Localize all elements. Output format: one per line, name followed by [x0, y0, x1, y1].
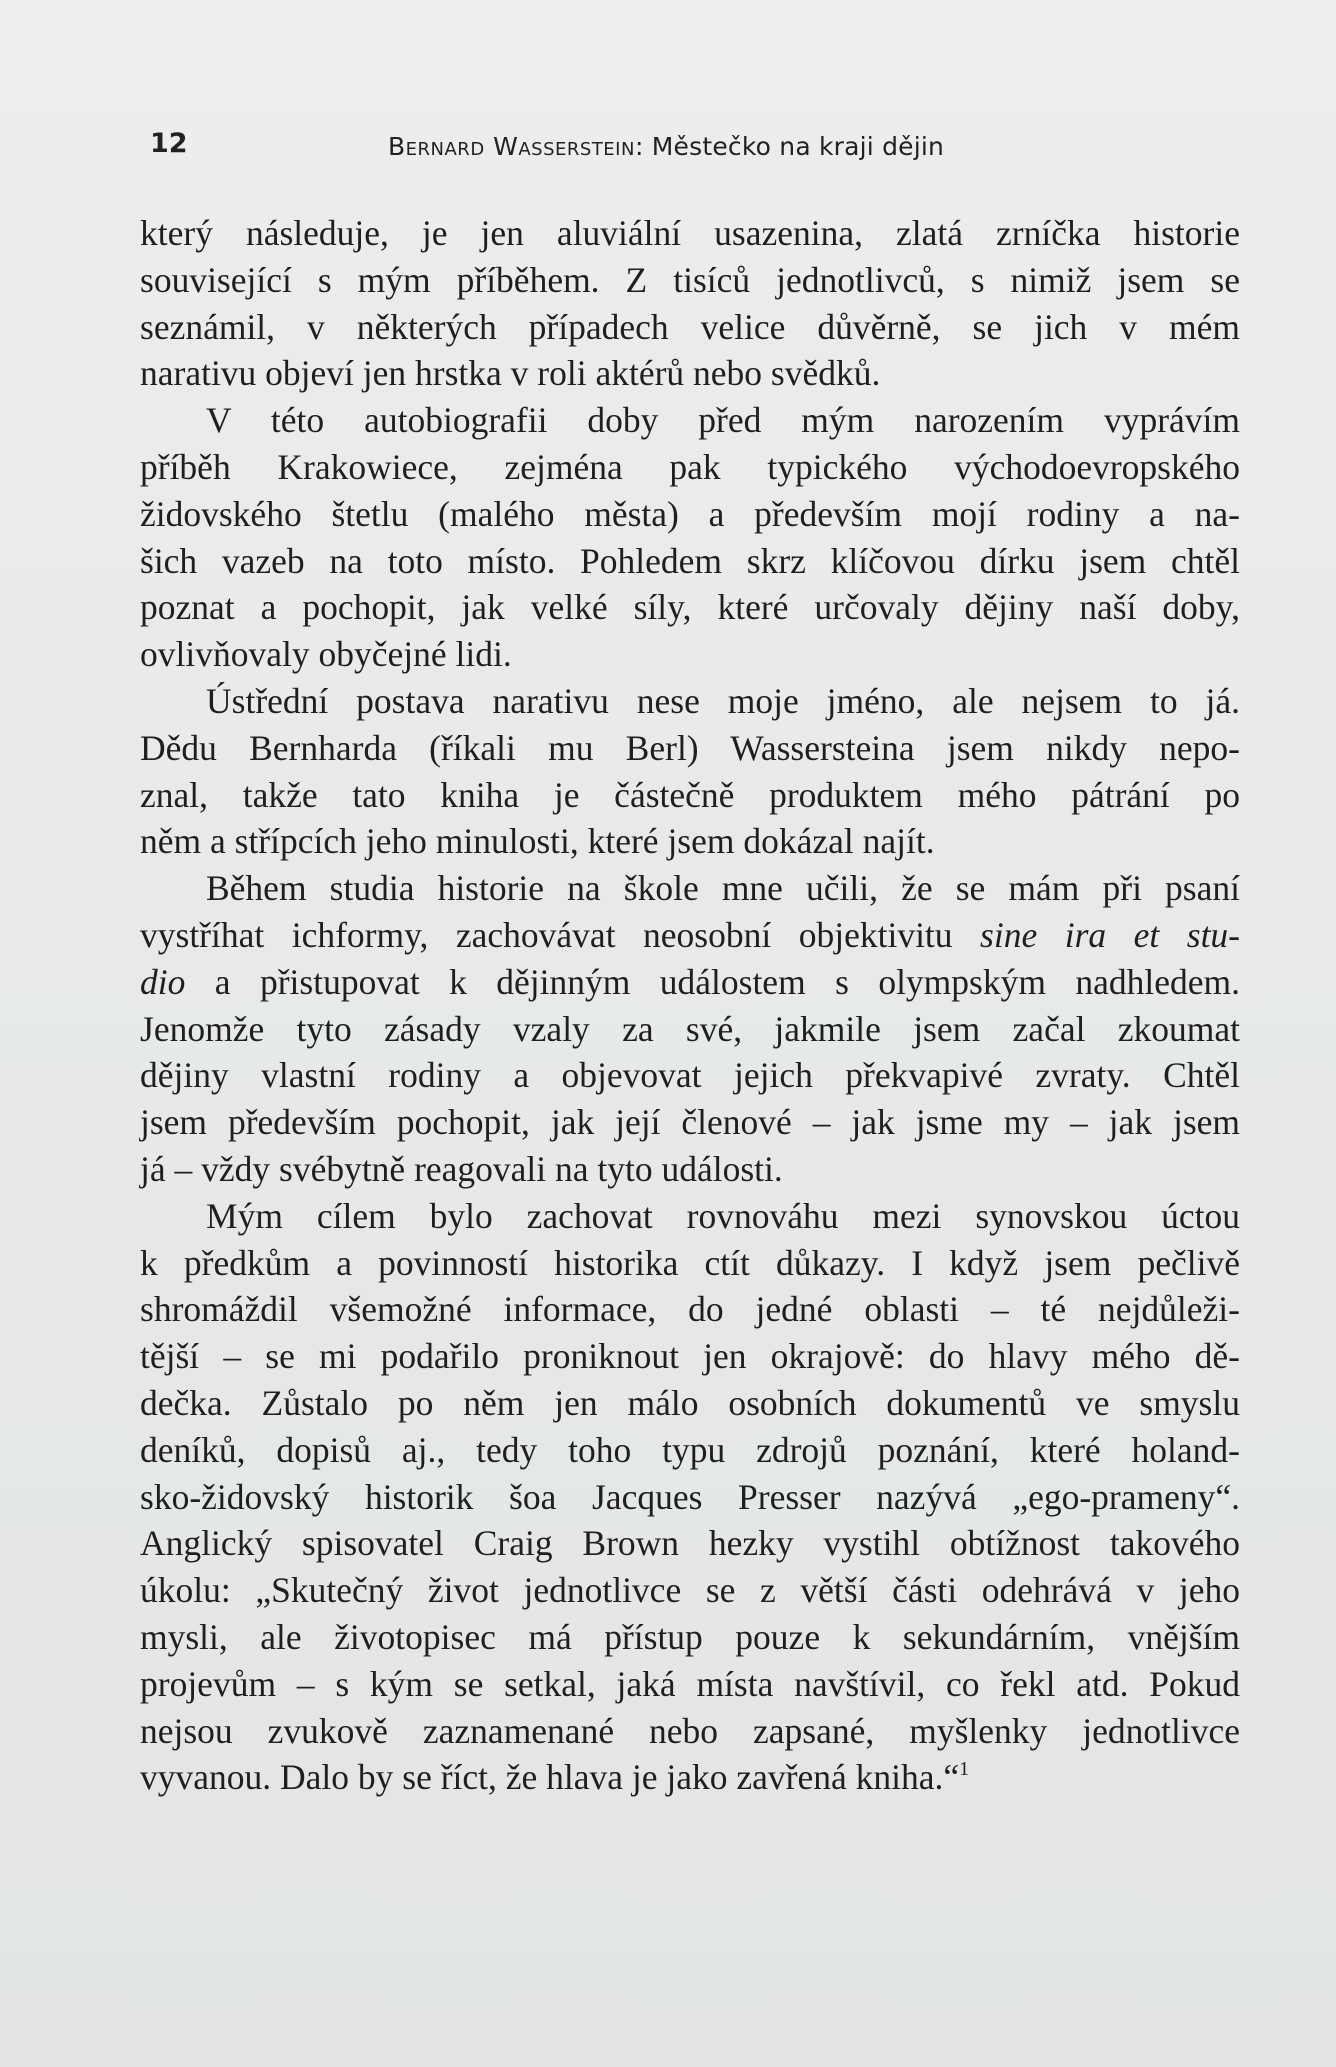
text-line — [140, 865, 1240, 912]
line-text: poznat a pochopit, jak velké síly, které určovaly dějiny naší doby, — [140, 587, 1240, 628]
line-text: Ústřední postava narativu nese moje jméno, ale nejsem to já. — [206, 680, 1240, 721]
line-text: vystříhat ichformy, zachovávat neosobní objektivitu — [140, 914, 981, 955]
text-line — [140, 1052, 1240, 1099]
line-text: související s mým příběhem. Z tisíců jednotlivců, s nimiž jsem se — [140, 259, 1240, 300]
text-line — [140, 725, 1240, 772]
line-text: já – vždy svébytně reagovali na tyto události. — [140, 1148, 783, 1189]
text-line — [140, 631, 1240, 678]
line-text: sko-židovský historik šoa Jacques Presser nazývá „ego-prameny“. — [140, 1476, 1240, 1517]
line-text: dečka. Zůstalo po něm jen málo osobních dokumentů ve smyslu — [140, 1382, 1240, 1423]
text-line — [140, 491, 1240, 538]
line-text: Dědu Bernharda (říkali mu Berl) Wassersteina jsem nikdy nepo- — [140, 727, 1240, 768]
italic-text: sine ira et stu- — [980, 914, 1241, 955]
text-line — [140, 1614, 1240, 1661]
running-head-separator: : — [634, 132, 644, 161]
line-text: shromáždil všemožné informace, do jedné oblasti – té nejdůleži- — [140, 1289, 1240, 1330]
text-line — [140, 1567, 1240, 1614]
line-text: ovlivňovaly obyčejné lidi. — [140, 634, 512, 675]
text-line — [140, 1661, 1240, 1708]
line-text: Během studia historie na škole mne učili, že se mám při psaní — [206, 868, 1240, 909]
text-line — [140, 818, 1240, 865]
text-line — [140, 538, 1240, 585]
line-text: Anglický spisovatel Craig Brown hezky vystihl obtížnost takového — [140, 1523, 1240, 1564]
line-text: narativu objeví jen hrstka v roli aktérů nebo svědků. — [140, 353, 881, 394]
line-text: šich vazeb na toto místo. Pohledem skrz klíčovou dírku jsem chtěl — [140, 540, 1240, 581]
line-text: k předkům a povinností historika ctít důkazy. I když jsem pečlivě — [140, 1242, 1240, 1283]
text-line — [140, 304, 1240, 351]
footnote-marker[interactable]: 1 — [959, 1758, 970, 1781]
text-line — [140, 397, 1240, 444]
text-line — [140, 1099, 1240, 1146]
text-line — [140, 1240, 1240, 1287]
text-line — [140, 1333, 1240, 1380]
text-line — [140, 257, 1240, 304]
text-line — [140, 1520, 1240, 1567]
line-text: deníků, dopisů aj., tedy toho typu zdrojů poznání, které holand- — [140, 1429, 1240, 1470]
line-text: židovského štetlu (malého města) a především mojí rodiny a na- — [140, 493, 1240, 534]
page-number: 12 — [150, 128, 188, 159]
line-text: jsem především pochopit, jak její členové – jak jsme my – jak jsem — [140, 1102, 1240, 1143]
text-line — [140, 1380, 1240, 1427]
line-text: úkolu: „Skutečný život jednotlivce se z větší části odehrává v jeho — [140, 1570, 1240, 1611]
italic-text: dio — [140, 961, 186, 1002]
line-text: dějiny vlastní rodiny a objevovat jejich překvapivé zvraty. Chtěl — [140, 1055, 1240, 1096]
text-line — [140, 350, 1240, 397]
line-text: mysli, ale životopisec má přístup pouze k sekundárním, vnějším — [140, 1616, 1240, 1657]
text-line — [140, 1286, 1240, 1333]
line-text: něm a střípcích jeho minulosti, které jsem dokázal najít. — [140, 821, 935, 862]
text-line — [140, 912, 1240, 959]
text-line — [140, 210, 1240, 257]
text-line — [140, 1427, 1240, 1474]
line-text: vyvanou. Dalo by se říct, že hlava je jako zavřená kniha.“ — [140, 1757, 960, 1798]
text-line — [140, 959, 1240, 1006]
text-line — [140, 444, 1240, 491]
line-text: tější – se mi podařilo proniknout jen okrajově: do hlavy mého dě- — [140, 1336, 1240, 1377]
line-text: který následuje, je jen aluviální usazenina, zlatá zrníčka historie — [140, 213, 1240, 253]
running-head-author: Bernard Wasserstein — [388, 132, 635, 161]
line-text: V této autobiografii doby před mým narozením vyprávím — [206, 400, 1240, 441]
text-line — [140, 1708, 1240, 1755]
text-line — [140, 584, 1240, 631]
line-text: projevům – s kým se setkal, jaká místa navštívil, co řekl atd. Pokud — [140, 1663, 1240, 1704]
line-text: seznámil, v některých případech velice důvěrně, se jich v mém — [140, 306, 1240, 347]
text-line — [140, 1754, 1240, 1801]
line-text: a přistupovat k dějinným událostem s olympským nadhledem. — [185, 961, 1240, 1002]
line-text: nejsou zvukově zaznamenané nebo zapsané, myšlenky jednotlivce — [140, 1710, 1240, 1751]
text-line — [140, 1193, 1240, 1240]
running-head — [388, 132, 944, 161]
text-line — [140, 678, 1240, 725]
text-line — [140, 1474, 1240, 1521]
text-line — [140, 1146, 1240, 1193]
line-text: Jenomže tyto zásady vzaly za své, jakmile jsem začal zkoumat — [140, 1008, 1240, 1049]
line-text: Mým cílem bylo zachovat rovnováhu mezi synovskou úctou — [206, 1195, 1240, 1236]
text-line — [140, 1006, 1240, 1053]
body-text — [140, 210, 1240, 1801]
text-line — [140, 772, 1240, 819]
page-header — [150, 128, 1210, 168]
line-text: příběh Krakowiece, zejména pak typického východoevropského — [140, 446, 1240, 487]
running-head-title: Městečko na kraji dějin — [643, 132, 945, 161]
line-text: znal, takže tato kniha je částečně produktem mého pátrání po — [140, 774, 1240, 815]
